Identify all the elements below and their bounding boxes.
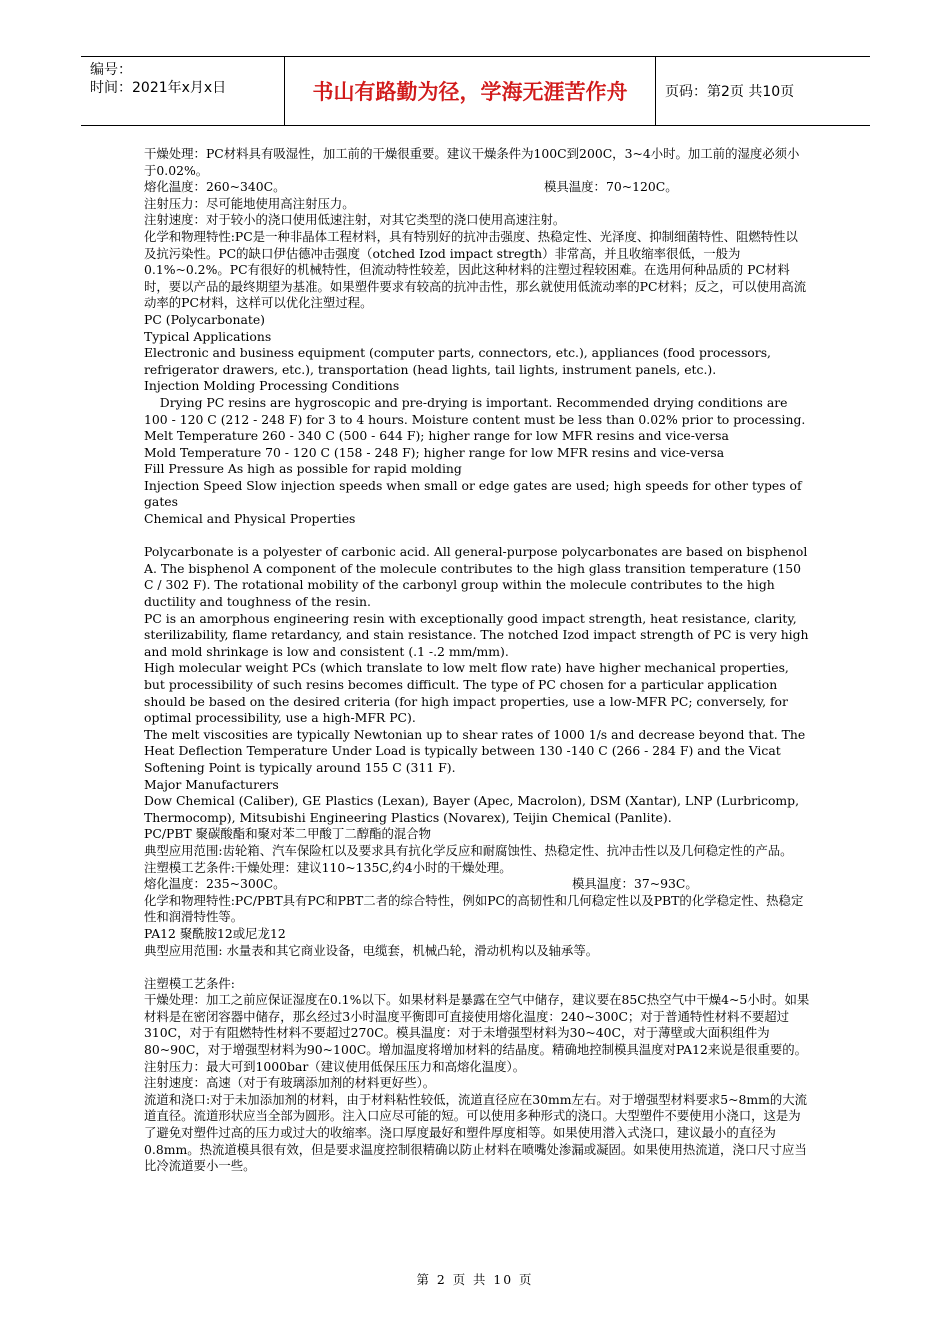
pc-pbt-mold-temperature: 模具温度：37~93C。 — [572, 876, 698, 892]
en-injection-speed: Injection Speed Slow injection speeds when small or edge gates are used; high speeds for other types of gates — [144, 477, 802, 510]
en-applications: Electronic and business equipment (computer parts, connectors, etc.), appliances (food processors, refrigerator drawers, etc.), transportation (head lights, tail lights, instrument panels, etc.). — [144, 345, 771, 377]
pa12-injection-speed: 注射速度：高速（对于有玻璃添加剂的材料更好些）。 — [144, 1075, 436, 1091]
properties-paragraph: 化学和物理特性:PC是一种非晶体工程材料，具有特别好的抗冲击强度、热稳定性、光泽度、抑制细菌特性、阻燃特性以及抗污染性。PC的缺口伊估德冲击强度（otched Izod impact stregth）非常高，并且收缩率很低，一般为0.1%~0.2%。PC有很好的机械特性，但流动特性较差，因此这种材料的注塑过程较困难。在选用何种品质的 PC材料时，要以产品的最终期望为基准。如果塑件要求有较高的抗冲击性，那幺就使用低流动率的PC材料；反之，可以使用高流动率的PC材料，这样可以优化注塑过程。 — [144, 228, 807, 311]
pa12-applications: 典型应用范围: 水量表和其它商业设备，电缆套，机械凸轮，滑动机构以及轴承等。 — [144, 942, 599, 958]
en-melt-viscosity: The melt viscosities are typically Newtonian up to shear rates of 1000 1/s and decrease beyond that. The Heat Deflection Temperature Under Load is typically between 130 -140 C (266 - 284 F) and the Vicat Softening Point is typically around 155 C (311 F). — [144, 726, 806, 775]
en-heading-manufacturers: Major Manufacturers — [144, 776, 279, 792]
en-heading-applications: Typical Applications — [144, 328, 272, 344]
drying-paragraph: 干燥处理：PC材料具有吸湿性，加工前的干燥很重要。建议干燥条件为100C到200C，3~4小时。加工前的湿度必须小于0.02%。 — [144, 146, 800, 178]
en-molecular-weight: High molecular weight PCs (which translate to low melt flow rate) have higher mechanical properties, but processibility of such resins becomes difficult. The type of PC chosen for a particular application should be based on the desired criteria (for high impact properties, use a low-MFR PC; conversely, for optimal processibility, use a high-MFR PC). — [144, 660, 789, 726]
mold-temperature: 模具温度：70~120C。 — [544, 179, 678, 195]
pc-pbt-temperature-row — [144, 876, 810, 893]
pc-pbt-properties: 化学和物理特性:PC/PBT具有PC和PBT二者的综合特性，例如PC的高韧性和几何稳定性以及PBT的化学稳定性、热稳定性和润滑特性等。 — [144, 892, 804, 925]
document-header — [81, 56, 870, 126]
injection-speed: 注射速度：对于较小的浇口使用低速注射，对其它类型的浇口使用高速注射。 — [144, 212, 566, 228]
number-label: 编号： — [90, 62, 132, 78]
en-melt-temperature: Melt Temperature 260 - 340 C (500 - 644 F); higher range for low MFR resins and vice-versa — [144, 428, 729, 444]
document-body — [144, 146, 810, 1175]
en-mold-temperature: Mold Temperature 70 - 120 C (158 - 248 F); higher range for low MFR resins and vice-versa — [144, 444, 725, 460]
melt-temperature: 熔化温度：260~340C。 — [144, 179, 286, 195]
en-title: PC (Polycarbonate) — [144, 311, 266, 327]
temperature-row — [144, 179, 810, 196]
en-fill-pressure: Fill Pressure As high as possible for rapid molding — [144, 461, 462, 477]
page-footer: 第 2 页 共 10 页 — [416, 1272, 534, 1287]
en-heading-properties: Chemical and Physical Properties — [144, 511, 356, 527]
pa12-runners-gates: 流道和浇口:对于未加添加剂的材料，由于材料粘性较低，流道直径应在30mm左右。对于增强型材料要求5~8mm的大流道直径。流道形状应当全部为圆形。注入口应尽可能的短。可以使用多种形式的浇口。大型塑件不要使用小浇口，这是为了避免对塑件过高的压力或过大的收缩率。浇口厚度最好和塑件厚度相等。如果使用潜入式浇口，建议最小的直径为0.8mm。热流道模具很有效，但是要求温度控制很精确以防止材料在喷嘴处渗漏或凝固。如果使用热流道，浇口尺寸应当比冷流道要小一些。 — [144, 1091, 808, 1174]
en-polycarbonate-desc: Polycarbonate is a polyester of carbonic acid. All general-purpose polycarbonates are based on bisphenol A. The bisphenol A component of the molecule contributes to the high glass transition temperature (150 C / 302 F). The rotational mobility of the carbonyl group within the molecule contributes to the high ductility and toughness of the resin. — [144, 544, 808, 610]
header-motto: 书山有路勤为径，学海无涯苦作舟 — [285, 57, 656, 125]
pc-pbt-title: PC/PBT 聚碳酸酯和聚对苯二甲酸丁二醇酯的混合物 — [144, 826, 432, 842]
header-meta — [81, 57, 285, 125]
pa12-conditions-heading: 注塑模工艺条件: — [144, 975, 235, 991]
pc-pbt-applications: 典型应用范围:齿轮箱、汽车保险杠以及要求具有抗化学反应和耐腐蚀性、热稳定性、抗冲击性以及几何稳定性的产品。 — [144, 842, 793, 858]
en-heading-conditions: Injection Molding Processing Conditions — [144, 378, 400, 394]
pc-pbt-conditions: 注塑模工艺条件:干燥处理：建议110~135C,约4小时的干燥处理。 — [144, 859, 512, 875]
en-drying: Drying PC resins are hygroscopic and pre-drying is important. Recommended drying conditions are 100 - 120 C (212 - 248 F) for 3 to 4 hours. Moisture content must be less than 0.02% prior to processing. — [144, 394, 806, 427]
header-page-info: 页码：第2页 共10页 — [665, 84, 795, 100]
en-manufacturers: Dow Chemical (Caliber), GE Plastics (Lexan), Bayer (Apec, Macrolon), DSM (Xantar), LNP (Lurbricomp, Thermocomp), Mitsubishi Engineering Plastics (Novarex), Teijin Chemical (Panlite). — [144, 793, 800, 825]
en-amorphous-desc: PC is an amorphous engineering resin with exceptionally good impact strength, heat resistance, clarity, sterilizability, flame retardancy, and stain resistance. The notched Izod impact strength of PC is very high and mold shrinkage is low and consistent (.1 -.2 mm/mm). — [144, 610, 809, 659]
pa12-injection-pressure: 注射压力：最大可到1000bar（建议使用低保压压力和高熔化温度）。 — [144, 1058, 526, 1074]
pa12-drying: 干燥处理：加工之前应保证湿度在0.1%以下。如果材料是暴露在空气中储存，建议要在85C热空气中干燥4~5小时。如果材料是在密闭容器中储存，那幺经过3小时温度平衡即可直接使用熔化温度：240~300C；对于普通特性材料不要超过310C，对于有阻燃特性材料不要超过270C。模具温度：对于未增强型材料为30~40C，对于薄壁或大面积组件为80~90C，对于增强型材料为90~100C。增加温度将增加材料的结晶度。精确地控制模具温度对PA12来说是很重要的。 — [144, 992, 810, 1058]
injection-pressure: 注射压力：尽可能地使用高注射压力。 — [144, 195, 355, 211]
pa12-title: PA12 聚酰胺12或尼龙12 — [144, 925, 286, 941]
pc-pbt-melt-temperature: 熔化温度：235~300C。 — [144, 876, 286, 892]
time-label: 时间：2021年x月x日 — [90, 80, 227, 96]
